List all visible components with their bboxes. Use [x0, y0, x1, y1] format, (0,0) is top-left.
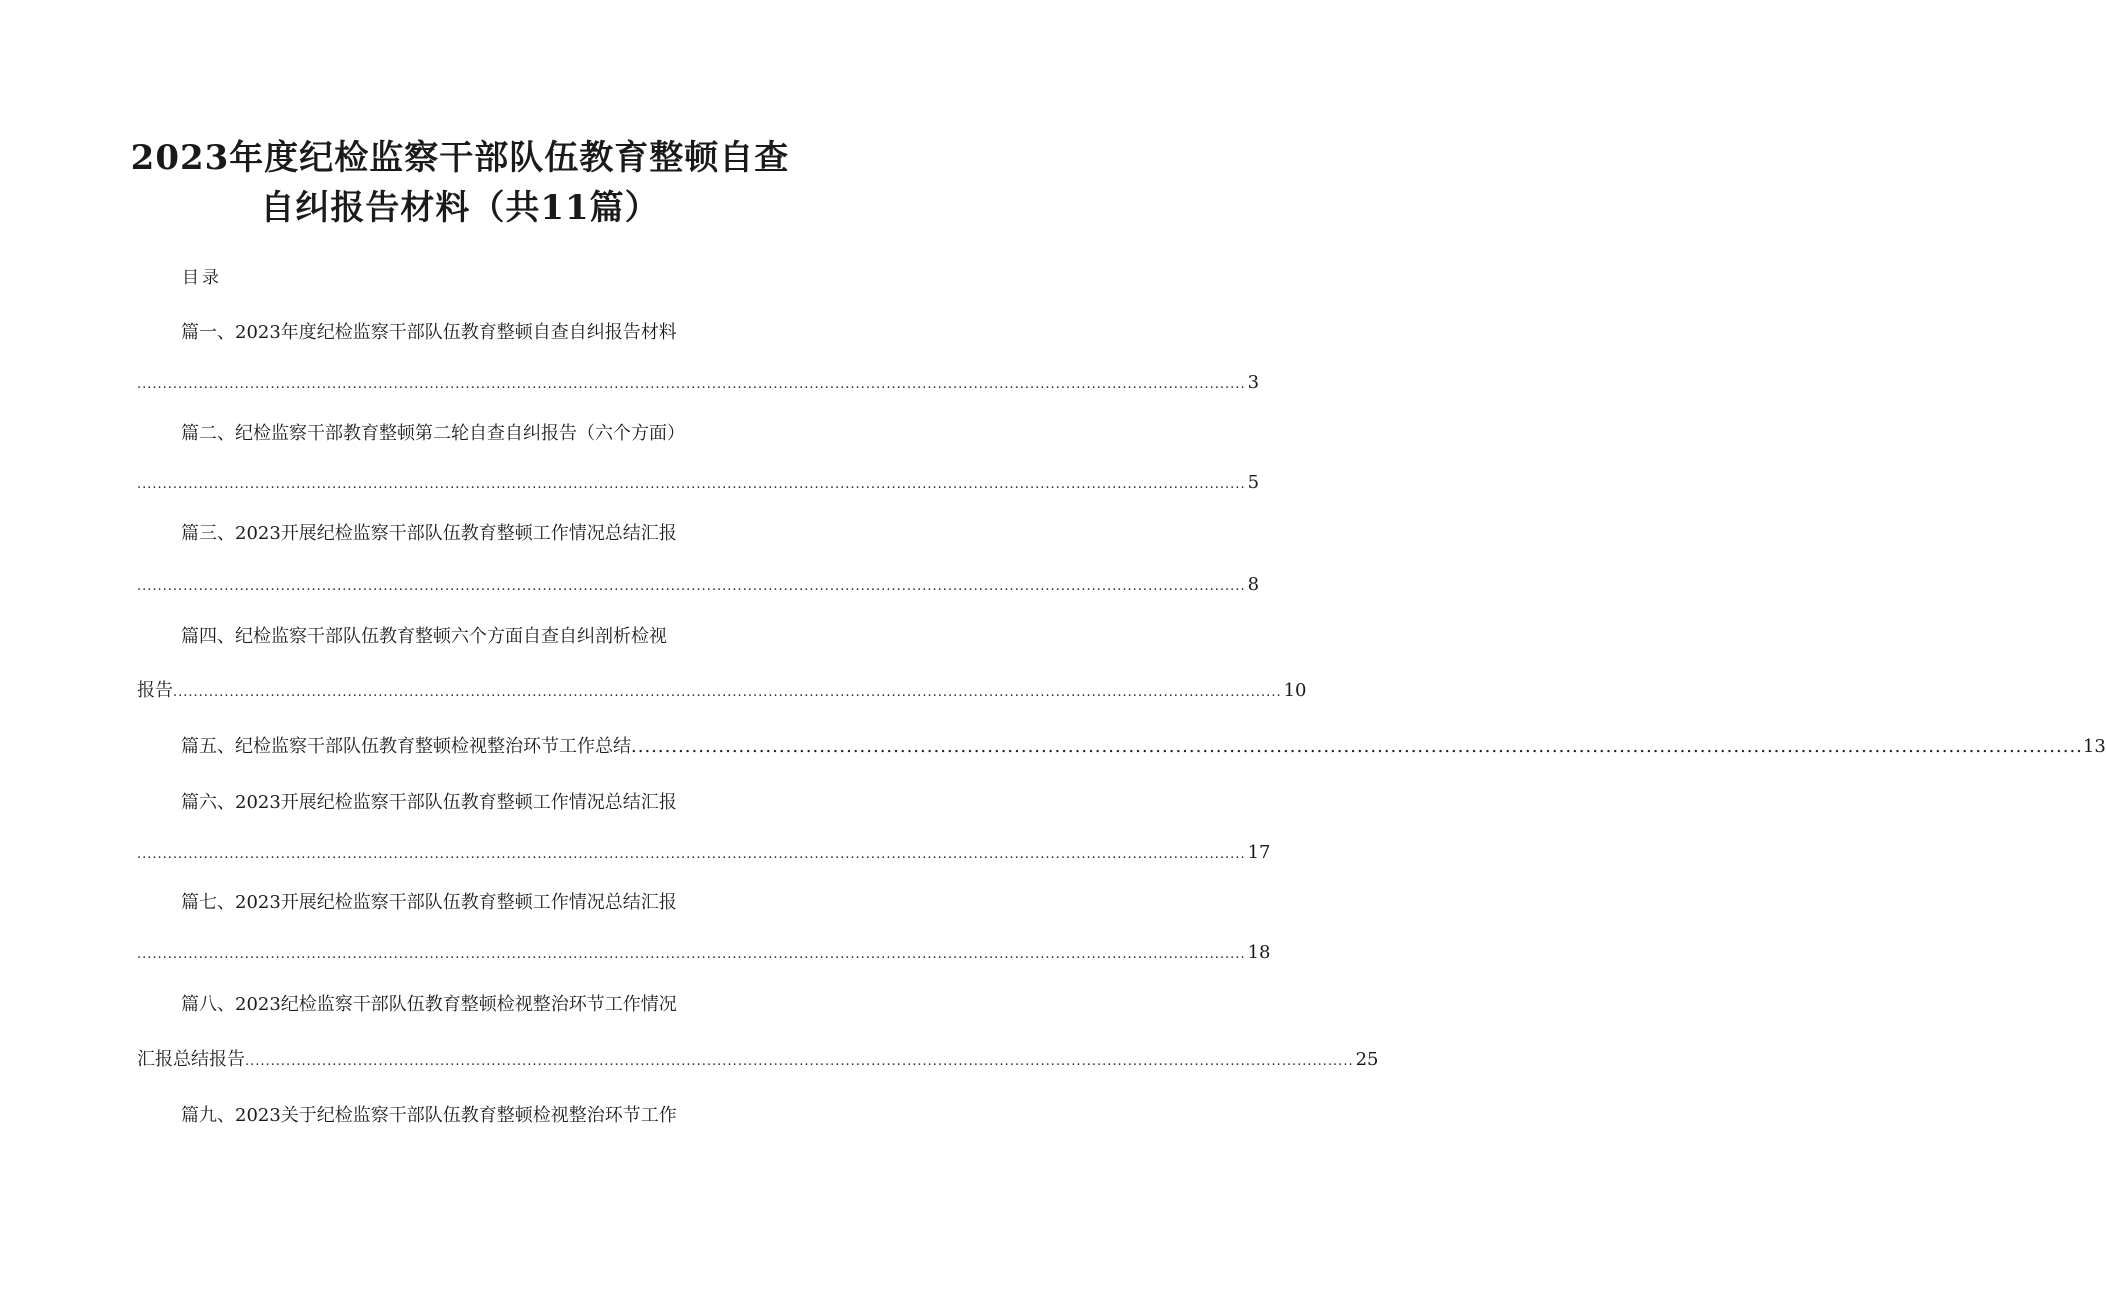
dot-leader: ........................................................................................................................................................................................................................	[137, 847, 1246, 862]
dot-leader: ........................................................................................................................................................................................................................	[137, 377, 1246, 392]
document-title-line-2: 自纠报告材料（共11篇）	[260, 188, 660, 228]
toc-entry-9-title[interactable]: 篇九、2023关于纪检监察干部队伍教育整顿检视整治环节工作	[181, 1105, 677, 1126]
toc-entry-6-title[interactable]: 篇六、2023开展纪检监察干部队伍教育整顿工作情况总结汇报	[181, 792, 677, 813]
toc-entry-1-title[interactable]: 篇一、2023年度纪检监察干部队伍教育整顿自查自纠报告材料	[181, 322, 677, 343]
dot-leader: ........................................................................................................................................................................................................................	[245, 1054, 1354, 1069]
toc-entry-5-page[interactable]: 13	[2082, 736, 2106, 757]
toc-entry-7-leader-line	[137, 940, 1271, 968]
dot-leader: ........................................................................................................................................................................................................................	[631, 736, 2083, 757]
toc-entry-8-page[interactable]: 25	[1355, 1049, 1379, 1070]
toc-entry-2-page[interactable]: 5	[1247, 472, 1260, 493]
toc-entry-3-leader-line	[137, 572, 1260, 600]
dot-leader: ........................................................................................................................................................................................................................	[137, 477, 1246, 492]
toc-entry-4-title[interactable]: 篇四、纪检监察干部队伍教育整顿六个方面自查自纠剖析检视	[181, 626, 667, 647]
toc-entry-4-leader-line	[137, 678, 1307, 706]
toc-entry-7-page[interactable]: 18	[1247, 942, 1271, 963]
toc-entry-6-page[interactable]: 17	[1247, 842, 1271, 863]
document-title-line-1: 2023年度纪检监察干部队伍教育整顿自查	[130, 138, 790, 178]
toc-heading: 目录	[182, 268, 222, 288]
toc-entry-5-title[interactable]: 篇五、纪检监察干部队伍教育整顿检视整治环节工作总结	[181, 736, 631, 757]
toc-entry-5-line[interactable]	[181, 734, 2106, 760]
toc-entry-2-leader-line	[137, 470, 1260, 498]
toc-entry-4-page[interactable]: 10	[1283, 680, 1307, 701]
toc-entry-1-leader-line	[137, 370, 1260, 398]
toc-entry-6-leader-line	[137, 840, 1271, 868]
toc-entry-1-page[interactable]: 3	[1247, 372, 1260, 393]
toc-entry-8-leader-line	[137, 1047, 1379, 1075]
dot-leader: ........................................................................................................................................................................................................................	[137, 579, 1246, 594]
toc-entry-3-page[interactable]: 8	[1247, 574, 1260, 595]
toc-entry-7-title[interactable]: 篇七、2023开展纪检监察干部队伍教育整顿工作情况总结汇报	[181, 892, 677, 913]
dot-leader: ........................................................................................................................................................................................................................	[173, 685, 1282, 700]
dot-leader: ........................................................................................................................................................................................................................	[137, 947, 1246, 962]
toc-entry-3-title[interactable]: 篇三、2023开展纪检监察干部队伍教育整顿工作情况总结汇报	[181, 523, 677, 544]
toc-entry-8-continuation[interactable]: 汇报总结报告	[137, 1049, 245, 1070]
toc-entry-8-title[interactable]: 篇八、2023纪检监察干部队伍教育整顿检视整治环节工作情况	[181, 994, 677, 1015]
toc-entry-4-continuation[interactable]: 报告	[137, 680, 173, 701]
toc-entry-2-title[interactable]: 篇二、纪检监察干部教育整顿第二轮自查自纠报告（六个方面）	[181, 423, 685, 444]
